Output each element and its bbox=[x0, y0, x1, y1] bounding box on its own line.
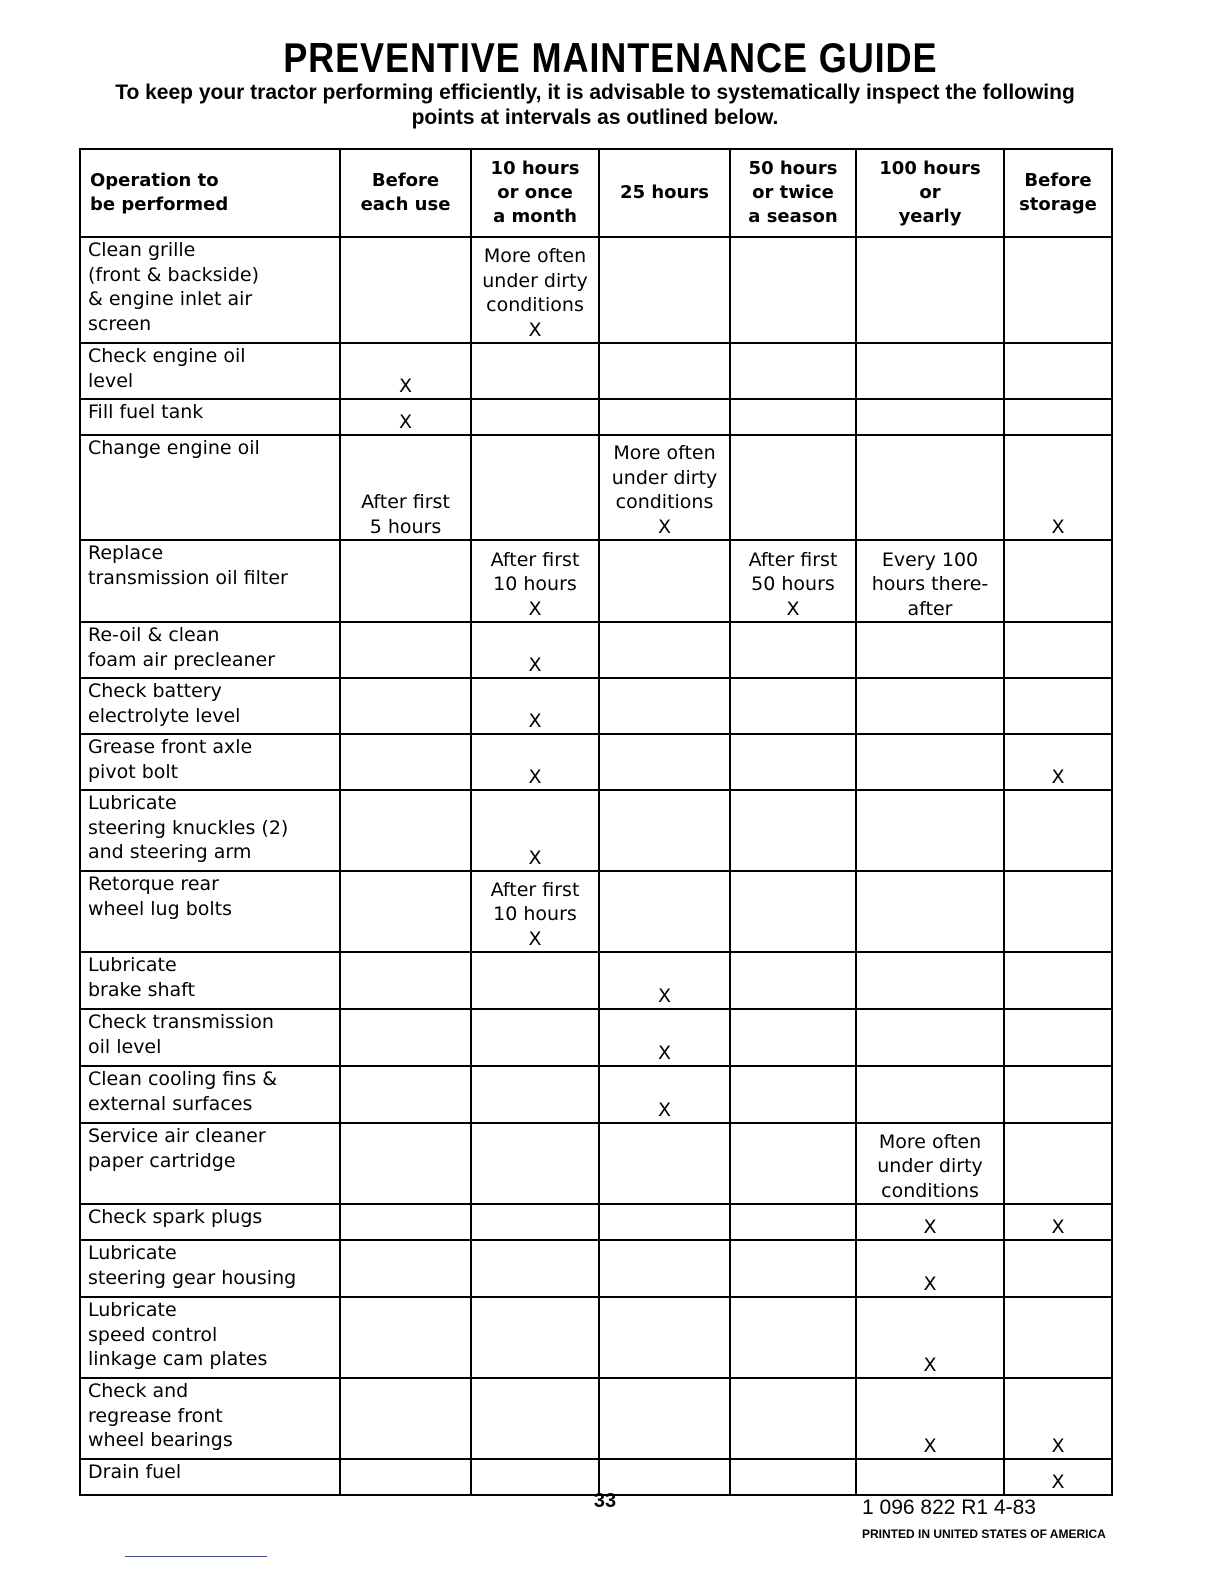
cell-100-hours: X bbox=[856, 1240, 1004, 1297]
table-row bbox=[80, 622, 1112, 678]
cell-operation: Change engine oil bbox=[80, 435, 340, 540]
cell-before-each-use bbox=[340, 1066, 471, 1123]
header-10-hours: 10 hours or once a month bbox=[471, 149, 599, 237]
table-row bbox=[80, 1240, 1112, 1297]
cell-100-hours: Every 100 hours there- after bbox=[856, 540, 1004, 622]
cell-10-hours: X bbox=[471, 678, 599, 734]
cell-10-hours: X bbox=[471, 734, 599, 790]
cell-before-each-use bbox=[340, 237, 471, 343]
cell-50-hours bbox=[730, 1378, 856, 1459]
cell-operation: Check transmission oil level bbox=[80, 1009, 340, 1066]
cell-before-each-use bbox=[340, 540, 471, 622]
cell-operation: Drain fuel bbox=[80, 1459, 340, 1495]
cell-50-hours bbox=[730, 1009, 856, 1066]
cell-50-hours bbox=[730, 1297, 856, 1378]
cell-50-hours bbox=[730, 399, 856, 435]
cell-100-hours bbox=[856, 1459, 1004, 1495]
cell-10-hours bbox=[471, 1204, 599, 1240]
cell-before-storage bbox=[1004, 871, 1112, 952]
cell-25-hours bbox=[599, 734, 730, 790]
cell-100-hours bbox=[856, 237, 1004, 343]
table-row bbox=[80, 734, 1112, 790]
cell-10-hours bbox=[471, 1240, 599, 1297]
cell-before-each-use bbox=[340, 1459, 471, 1495]
cell-before-each-use: X bbox=[340, 399, 471, 435]
cell-before-storage bbox=[1004, 1066, 1112, 1123]
cell-before-storage bbox=[1004, 540, 1112, 622]
cell-before-storage: X bbox=[1004, 435, 1112, 540]
cell-50-hours bbox=[730, 1459, 856, 1495]
cell-10-hours bbox=[471, 399, 599, 435]
cell-50-hours bbox=[730, 1123, 856, 1204]
cell-before-each-use bbox=[340, 1123, 471, 1204]
cell-before-each-use bbox=[340, 1204, 471, 1240]
cell-100-hours bbox=[856, 435, 1004, 540]
cell-10-hours bbox=[471, 1066, 599, 1123]
cell-10-hours: After first 10 hours X bbox=[471, 540, 599, 622]
page-subtitle: To keep your tractor performing efficiently, it is advisable to systematically inspect the following points at intervals as outlined below. bbox=[115, 81, 1075, 129]
cell-25-hours bbox=[599, 399, 730, 435]
cell-before-storage bbox=[1004, 952, 1112, 1009]
cell-100-hours bbox=[856, 734, 1004, 790]
cell-before-each-use bbox=[340, 1240, 471, 1297]
cell-25-hours bbox=[599, 540, 730, 622]
cell-25-hours: X bbox=[599, 952, 730, 1009]
cell-10-hours bbox=[471, 952, 599, 1009]
maintenance-table bbox=[79, 148, 1113, 1496]
cell-25-hours bbox=[599, 871, 730, 952]
header-50-hours: 50 hours or twice a season bbox=[730, 149, 856, 237]
cell-before-each-use bbox=[340, 952, 471, 1009]
header-before-storage: Before storage bbox=[1004, 149, 1112, 237]
page-title: PREVENTIVE MAINTENANCE GUIDE bbox=[283, 34, 938, 81]
cell-10-hours bbox=[471, 343, 599, 399]
table-row bbox=[80, 1204, 1112, 1240]
cell-50-hours bbox=[730, 871, 856, 952]
cell-operation: Check battery electrolyte level bbox=[80, 678, 340, 734]
header-25-hours: 25 hours bbox=[599, 149, 730, 237]
cell-operation: Service air cleaner paper cartridge bbox=[80, 1123, 340, 1204]
cell-before-storage bbox=[1004, 622, 1112, 678]
footer-rule bbox=[125, 1556, 267, 1557]
cell-before-storage bbox=[1004, 399, 1112, 435]
table-row bbox=[80, 399, 1112, 435]
cell-operation: Clean cooling fins & external surfaces bbox=[80, 1066, 340, 1123]
table-row bbox=[80, 343, 1112, 399]
cell-25-hours: X bbox=[599, 1066, 730, 1123]
cell-50-hours bbox=[730, 952, 856, 1009]
cell-before-storage bbox=[1004, 1240, 1112, 1297]
table-row bbox=[80, 435, 1112, 540]
cell-operation: Check spark plugs bbox=[80, 1204, 340, 1240]
cell-25-hours bbox=[599, 622, 730, 678]
cell-before-storage: X bbox=[1004, 734, 1112, 790]
cell-before-each-use bbox=[340, 1009, 471, 1066]
cell-operation: Clean grille (front & backside) & engine inlet air screen bbox=[80, 237, 340, 343]
cell-50-hours bbox=[730, 678, 856, 734]
cell-before-storage bbox=[1004, 237, 1112, 343]
cell-50-hours bbox=[730, 237, 856, 343]
cell-10-hours bbox=[471, 1378, 599, 1459]
table-row bbox=[80, 678, 1112, 734]
cell-10-hours bbox=[471, 1123, 599, 1204]
cell-50-hours bbox=[730, 1204, 856, 1240]
cell-before-storage: X bbox=[1004, 1459, 1112, 1495]
cell-100-hours bbox=[856, 622, 1004, 678]
cell-before-each-use: After first 5 hours bbox=[340, 435, 471, 540]
table-row bbox=[80, 871, 1112, 952]
cell-100-hours bbox=[856, 399, 1004, 435]
cell-10-hours bbox=[471, 435, 599, 540]
table-row bbox=[80, 1009, 1112, 1066]
cell-100-hours: X bbox=[856, 1378, 1004, 1459]
cell-before-storage bbox=[1004, 343, 1112, 399]
cell-operation: Fill fuel tank bbox=[80, 399, 340, 435]
table-row bbox=[80, 237, 1112, 343]
cell-100-hours bbox=[856, 871, 1004, 952]
cell-25-hours bbox=[599, 343, 730, 399]
cell-50-hours bbox=[730, 622, 856, 678]
cell-operation: Lubricate steering gear housing bbox=[80, 1240, 340, 1297]
table-row bbox=[80, 952, 1112, 1009]
cell-operation: Grease front axle pivot bolt bbox=[80, 734, 340, 790]
cell-before-storage bbox=[1004, 1123, 1112, 1204]
cell-50-hours: After first 50 hours X bbox=[730, 540, 856, 622]
table-row bbox=[80, 1378, 1112, 1459]
cell-25-hours bbox=[599, 237, 730, 343]
cell-50-hours bbox=[730, 435, 856, 540]
printed-notice: PRINTED IN UNITED STATES OF AMERICA bbox=[862, 1527, 1106, 1541]
cell-100-hours bbox=[856, 678, 1004, 734]
cell-10-hours: X bbox=[471, 790, 599, 871]
part-number: 1 096 822 R1 4-83 bbox=[862, 1496, 1036, 1519]
cell-10-hours: After first 10 hours X bbox=[471, 871, 599, 952]
cell-operation: Lubricate speed control linkage cam plates bbox=[80, 1297, 340, 1378]
cell-100-hours bbox=[856, 1009, 1004, 1066]
cell-50-hours bbox=[730, 1240, 856, 1297]
cell-25-hours bbox=[599, 1378, 730, 1459]
header-operation: Operation to be performed bbox=[80, 149, 340, 237]
cell-10-hours bbox=[471, 1297, 599, 1378]
table-row bbox=[80, 540, 1112, 622]
cell-before-each-use bbox=[340, 622, 471, 678]
cell-25-hours bbox=[599, 1240, 730, 1297]
header-before-each-use: Before each use bbox=[340, 149, 471, 237]
cell-25-hours: X bbox=[599, 1009, 730, 1066]
cell-10-hours: X bbox=[471, 622, 599, 678]
table-row bbox=[80, 790, 1112, 871]
cell-before-storage bbox=[1004, 790, 1112, 871]
cell-100-hours bbox=[856, 1066, 1004, 1123]
cell-100-hours bbox=[856, 343, 1004, 399]
cell-100-hours: X bbox=[856, 1297, 1004, 1378]
cell-before-each-use bbox=[340, 1378, 471, 1459]
cell-25-hours bbox=[599, 790, 730, 871]
cell-operation: Retorque rear wheel lug bolts bbox=[80, 871, 340, 952]
cell-100-hours: More often under dirty conditions bbox=[856, 1123, 1004, 1204]
cell-100-hours: X bbox=[856, 1204, 1004, 1240]
cell-before-each-use bbox=[340, 734, 471, 790]
cell-before-storage: X bbox=[1004, 1378, 1112, 1459]
cell-operation: Check and regrease front wheel bearings bbox=[80, 1378, 340, 1459]
table-row bbox=[80, 1066, 1112, 1123]
page-number: 33 bbox=[593, 1490, 617, 1512]
cell-before-storage: X bbox=[1004, 1204, 1112, 1240]
cell-25-hours: More often under dirty conditions X bbox=[599, 435, 730, 540]
cell-operation: Replace transmission oil filter bbox=[80, 540, 340, 622]
cell-operation: Lubricate steering knuckles (2) and steering arm bbox=[80, 790, 340, 871]
cell-before-each-use bbox=[340, 871, 471, 952]
cell-50-hours bbox=[730, 790, 856, 871]
cell-operation: Lubricate brake shaft bbox=[80, 952, 340, 1009]
table-row bbox=[80, 1297, 1112, 1378]
header-row bbox=[80, 149, 1112, 237]
cell-operation: Re-oil & clean foam air precleaner bbox=[80, 622, 340, 678]
cell-100-hours bbox=[856, 790, 1004, 871]
cell-10-hours bbox=[471, 1009, 599, 1066]
cell-before-storage bbox=[1004, 1297, 1112, 1378]
cell-operation: Check engine oil level bbox=[80, 343, 340, 399]
cell-25-hours bbox=[599, 1204, 730, 1240]
cell-before-each-use bbox=[340, 678, 471, 734]
cell-50-hours bbox=[730, 343, 856, 399]
cell-100-hours bbox=[856, 952, 1004, 1009]
cell-before-each-use bbox=[340, 790, 471, 871]
cell-50-hours bbox=[730, 1066, 856, 1123]
header-100-hours: 100 hours or yearly bbox=[856, 149, 1004, 237]
cell-50-hours bbox=[730, 734, 856, 790]
cell-before-storage bbox=[1004, 678, 1112, 734]
cell-25-hours bbox=[599, 678, 730, 734]
cell-before-each-use: X bbox=[340, 343, 471, 399]
cell-10-hours: More often under dirty conditions X bbox=[471, 237, 599, 343]
cell-before-each-use bbox=[340, 1297, 471, 1378]
cell-25-hours bbox=[599, 1297, 730, 1378]
cell-25-hours bbox=[599, 1123, 730, 1204]
table-row bbox=[80, 1123, 1112, 1204]
cell-before-storage bbox=[1004, 1009, 1112, 1066]
